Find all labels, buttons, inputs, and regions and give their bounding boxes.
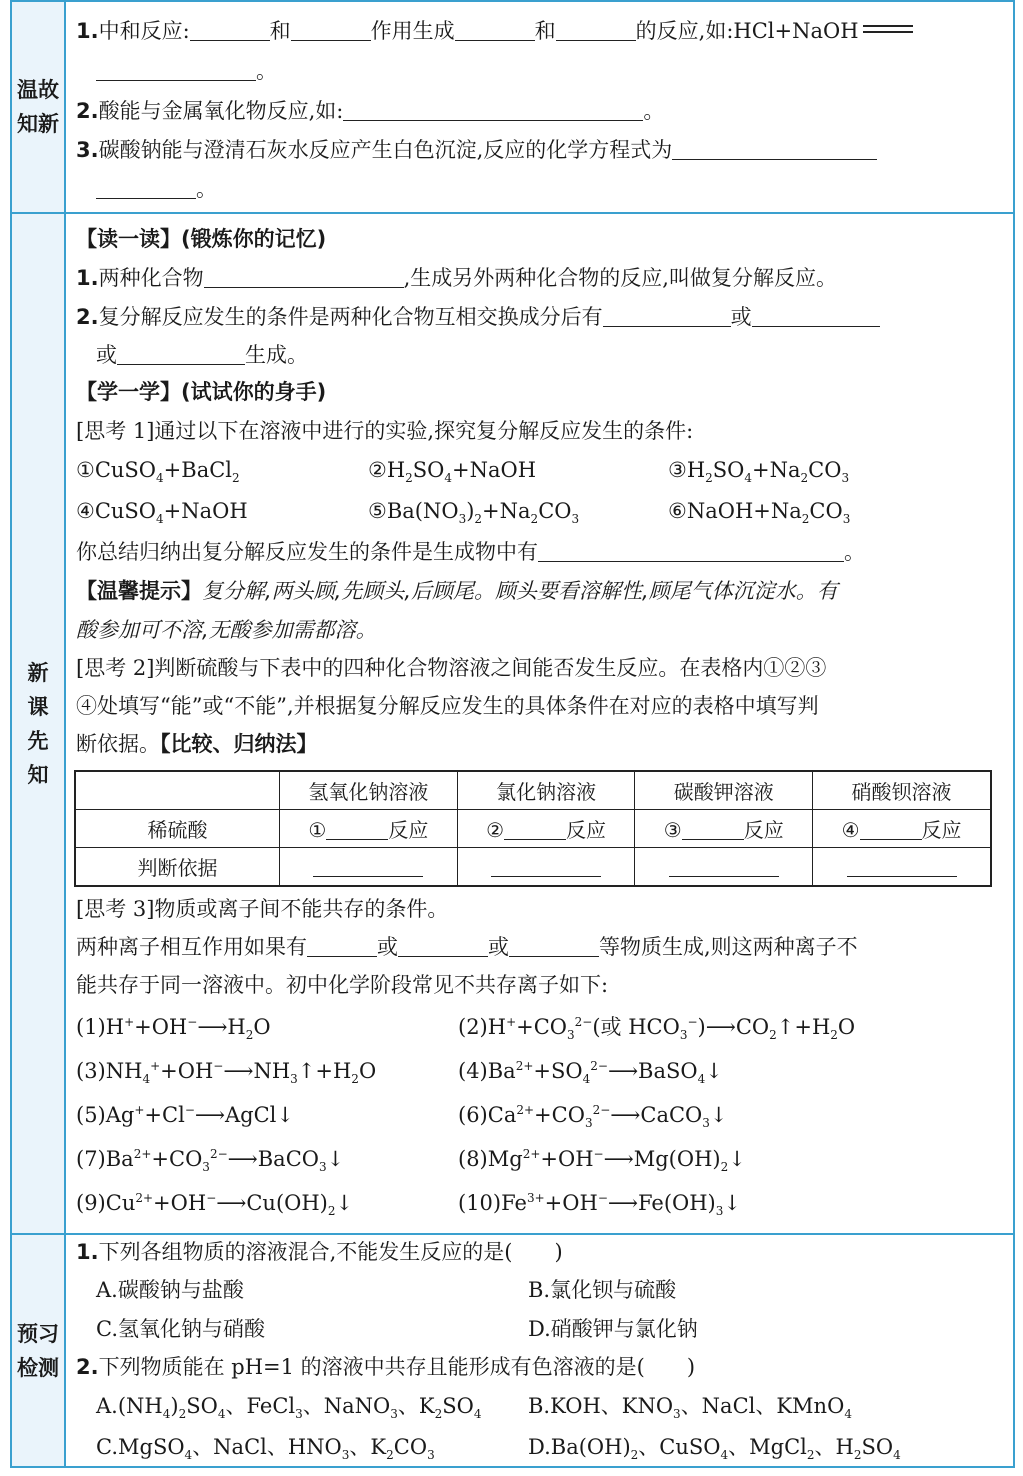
preview-q1: 1.下列各组物质的溶液混合,不能发生反应的是( ) [76, 1240, 563, 1264]
blank[interactable] [307, 934, 377, 957]
preview-q2-ab [96, 1391, 852, 1421]
option-b[interactable]: B.KOH、$KNO_3$、NaCl、KMnO$_4$ [528, 1394, 852, 1422]
blank[interactable] [398, 934, 488, 957]
ion-row-4: $(7)Ba^{2+}+CO_3^{2-}⟶BaCO_3↓$ $(8)Mg^{2+}+OH^-⟶Mg(OH)_2↓$ [76, 1147, 746, 1175]
read-item-2: 2.复分解反应发生的条件是两种化合物互相交换成分后有 或 [76, 302, 880, 332]
think-1: [思考 1]通过以下在溶液中进行的实验,探究复分解反应发生的条件: [76, 419, 694, 443]
table-cell[interactable] [457, 848, 635, 887]
preview-section [12, 1235, 1013, 1466]
table-header: 氢氧化钠溶液 [280, 771, 458, 810]
blank[interactable] [752, 304, 880, 327]
option-b[interactable]: B.氯化钡与硫酸 [528, 1278, 677, 1302]
think-3: [思考 3]物质或离子间不能共存的条件。 [76, 897, 449, 921]
think-3-line-1: 两种离子相互作用如果有 或 或 等物质生成,则这两种离子不 [76, 935, 858, 959]
think-2-line-3: 断依据。【比较、归纳法】 [76, 732, 318, 756]
tip-line-1: 【温馨提示】复分解,两头顾,先顾头,后顾尾。顾头要看溶解性,顾尾气体沉淀水。有 [76, 579, 838, 603]
new-side-label: 新 课 先 知 [12, 214, 66, 1233]
table-cell[interactable] [635, 848, 813, 887]
blank[interactable] [204, 265, 404, 288]
preview-q2-cd [96, 1432, 901, 1462]
table-cell[interactable]: ④ 反应 [813, 810, 991, 848]
reaction-table [74, 770, 992, 887]
ion-row-2: $(3)NH_4^++OH^-⟶NH_3↑+H_2O$ $(4)Ba^{2+}+SO_4^{2-}⟶BaSO_4↓$ [76, 1059, 723, 1087]
blank[interactable] [556, 18, 636, 41]
review-q3: 3.碳酸钠能与澄清石灰水反应产生白色沉淀,反应的化学方程式为 [76, 135, 877, 165]
row-label: 判断依据 [75, 848, 280, 887]
option-c[interactable]: C.MgSO$_4$、NaCl、$HNO_3$、$K_2CO_3$ [96, 1435, 435, 1463]
review-q1-cont: 。 [96, 56, 277, 86]
side-text: 知新 [17, 112, 59, 136]
learn-heading: 【学一学】(试试你的身手) [76, 380, 327, 404]
blank[interactable] [672, 137, 877, 160]
table-cell[interactable] [813, 848, 991, 887]
think-2-line-1: [思考 2]判断硫酸与下表中的四种化合物溶液之间能否发生反应。在表格内①②③ [76, 656, 827, 680]
option-d[interactable]: $D.Ba(OH)_2$、CuSO$_4$、MgCl$_2$、$H_2SO_4$ [528, 1435, 901, 1463]
table-header: 硝酸钡溶液 [813, 771, 991, 810]
table-header: 碳酸钾溶液 [635, 771, 813, 810]
option-a[interactable]: A.碳酸钠与盐酸 [96, 1278, 244, 1302]
experiment-row-2: ④CuSO$_4$+NaOH $⑤Ba(NO_3)_2+Na_2CO_3$ $⑥NaOH+Na_2CO_3$ [76, 499, 851, 527]
table-cell[interactable]: ③ 反应 [635, 810, 813, 848]
read-heading: 【读一读】(锻炼你的记忆) [76, 227, 327, 251]
ion-row-5: $(9)Cu^{2+}+OH^-⟶Cu(OH)_2↓$ $(10)Fe^{3+}+OH^-⟶Fe(OH)_3↓$ [76, 1191, 741, 1219]
blank[interactable] [190, 18, 270, 41]
blank[interactable] [343, 98, 643, 121]
review-q1: 1.中和反应: 和 作用生成 和 的反应,如:HCl+NaOH [76, 16, 913, 46]
preview-side-label: 预习 检测 [12, 1235, 66, 1466]
review-q3-cont: 。 [96, 174, 217, 204]
think-3-line-2: 能共存于同一溶液中。初中化学阶段常见不共存离子如下: [76, 973, 609, 997]
table-cell[interactable]: ② 反应 [457, 810, 635, 848]
table-header: 氯化钠溶液 [457, 771, 635, 810]
tip-line-2: 酸参加可不溶,无酸参加需都溶。 [76, 618, 377, 642]
think-2-line-2: ④处填写“能”或“不能”,并根据复分解反应发生的具体条件在对应的表格中填写判 [76, 694, 819, 718]
table-cell[interactable] [280, 848, 458, 887]
worksheet-page [10, 0, 1015, 1468]
read-item-2-cont: 或 生成。 [96, 343, 308, 367]
preview-q1-cd [96, 1314, 698, 1344]
summary-line: 你总结归纳出复分解反应发生的条件是生成物中有 。 [76, 540, 865, 564]
blank[interactable] [455, 18, 535, 41]
review-section [12, 2, 1013, 214]
ion-row-3: (5)Ag++Cl−⟶AgCl↓ $(6)Ca^{2+}+CO_3^{2-}⟶CaCO_3↓$ [76, 1103, 728, 1131]
blank[interactable] [291, 18, 371, 41]
option-a[interactable]: $A.(NH_4)_2SO_4$、FeCl$_3$、NaNO$_3$、$K_2SO_4$ [96, 1394, 482, 1422]
blank[interactable] [603, 304, 731, 327]
equals-sign [863, 25, 913, 33]
table-header-row [75, 771, 991, 810]
blank[interactable] [117, 342, 245, 365]
option-d[interactable]: D.硝酸钾与氯化钠 [528, 1317, 698, 1341]
new-lesson-section [12, 214, 1013, 1235]
blank[interactable] [96, 176, 196, 199]
option-c[interactable]: C.氢氧化钠与硝酸 [96, 1317, 265, 1341]
row-label: 稀硫酸 [75, 810, 280, 848]
experiment-row-1: ①CuSO$_4$+BaCl$_2$ $②H_2SO_4+NaOH$ $③H_2SO_4+Na_2CO_3$ [76, 458, 850, 486]
preview-q2: 2.下列物质能在 pH=1 的溶液中共存且能形成有色溶液的是( ) [76, 1355, 696, 1379]
read-item-1: 1.两种化合物 ,生成另外两种化合物的反应,叫做复分解反应。 [76, 266, 837, 290]
ion-row-1: $(1)H^++OH^-⟶H_2O$ $(2)H^++CO_3^{2-}$(或 $HCO_3^-)⟶CO_2↑+H_2O$ [76, 1015, 856, 1043]
blank[interactable] [96, 58, 256, 81]
table-row [75, 848, 991, 887]
review-side-label [12, 2, 66, 212]
table-cell[interactable]: ① 反应 [280, 810, 458, 848]
review-q2: 2.酸能与金属氧化物反应,如: 。 [76, 99, 665, 123]
blank[interactable] [538, 539, 844, 562]
table-row [75, 810, 991, 848]
preview-q1-ab [96, 1275, 676, 1305]
blank[interactable] [509, 934, 599, 957]
side-text: 温故 [17, 78, 59, 102]
